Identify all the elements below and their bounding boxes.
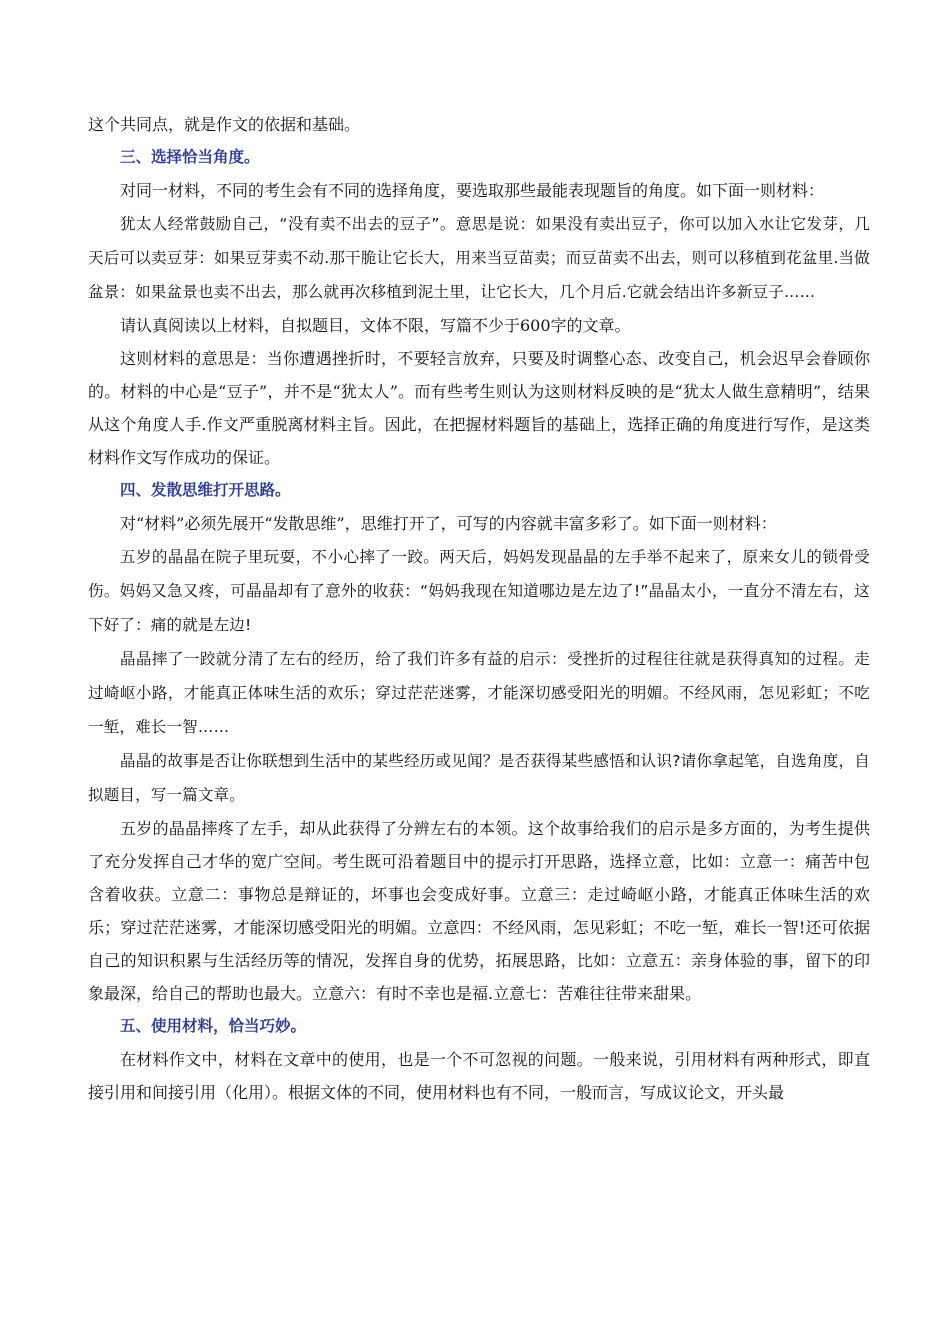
paragraph-prompt-beans: 请认真阅读以上材料，自拟题目，文体不限，写篇不少于600字的文章。 (120, 316, 631, 335)
paragraph-analysis-jingjing: 五岁的晶晶摔疼了左手，却从此获得了分辨左右的本领。这个故事给我们的启示是多方面的，为考生提供了充分发挥自己才华的宽广空间。考生既可沿着题目中的提示打开思路，选择立意，比如：立意一：痛苦中包含着收获。立意二：事物总是辩证的，坏事也会变成好事。立意三：走过崎岖小路，才能真正体味生活的欢乐；穿过茫茫迷雾，才能深切感受阳光的明媚。立意四：不经风雨，怎见彩虹；不吃一堑，难长一智!还可依据自己的知识积累与生活经历等的情况，发挥自身的优势，拓展思路，比如：立意五：亲身体验的事，留下的印象最深，给自己的帮助也最大。立意六：有时不幸也是福.立意七：苦难往往带来甜果。 (88, 819, 870, 1003)
paragraph-intro-angle: 对同一材料，不同的考生会有不同的选择角度，要选取那些最能表现题旨的角度。如下面一则材料： (120, 181, 825, 200)
paragraph-using-material: 在材料作文中，材料在文章中的使用，也是一个不可忽视的问题。一般来说，引用材料有两种形式，即直接引用和间接引用（化用）。根据文体的不同，使用材料也有不同，一般而言，写成议论文，开头最 (88, 1050, 870, 1102)
section-heading-4: 四、发散思维打开思路。 (120, 481, 291, 499)
paragraph-intro-divergent: 对“材料”必须先展开“发散思维”，思维打开了，可写的内容就丰富多彩了。如下面一则材料： (120, 514, 777, 533)
material-quote-jingjing: 五岁的晶晶在院子里玩耍，不小心摔了一跤。两天后，妈妈发现晶晶的左手举不起来了，原来女儿的锁骨受伤。妈妈又急又疼，可晶晶却有了意外的收获：“妈妈我现在知道哪边是左边了!”晶晶太小，一直分不清左右，这下好了：痛的就是左边! (88, 548, 870, 634)
section-heading-5: 五、使用材料，恰当巧妙。 (120, 1017, 307, 1035)
section-heading-3: 三、选择恰当角度。 (120, 148, 260, 166)
material-quote-prompt: 晶晶的故事是否让你联想到生活中的某些经历或见闻？是否获得某些感悟和认识?请你拿起笔，自选角度，自拟题目，写一篇文章。 (88, 752, 870, 804)
material-quote-beans: 犹太人经常鼓励自己，“没有卖不出去的豆子”。意思是说：如果没有卖出豆子，你可以加入水让它发芽，几天后可以卖豆芽：如果豆芽卖不动.那干脆让它长大，用来当豆苗卖；而豆苗卖不出去，则可以移植到花盆里.当做盆景：如果盆景也卖不出去，那么就再次移植到泥土里，让它长大，几个月后.它就会结出许多新豆子…… (88, 215, 870, 301)
material-quote-lesson: 晶晶摔了一跤就分清了左右的经历，给了我们许多有益的启示：受挫折的过程往往就是获得真知的过程。走过崎岖小路，才能真正体味生活的欢乐；穿过茫茫迷雾，才能深切感受阳光的明媚。不经风雨，怎见彩虹；不吃一堑，难长一智…… (88, 650, 870, 736)
paragraph-continuation: 这个共同点，就是作文的依据和基础。 (88, 115, 361, 134)
paragraph-analysis-beans: 这则材料的意思是：当你遭遇挫折时，不要轻言放弃，只要及时调整心态、改变自己，机会迟早会眷顾你的。材料的中心是“豆子”，并不是“犹太人”。而有些考生则认为这则材料反映的是“犹太人做生意精明”，结果从这个角度人手.作文严重脱离材料主旨。因此，在把握材料题旨的基础上，选择正确的角度进行写作，是这类材料作文写作成功的保证。 (88, 349, 870, 467)
